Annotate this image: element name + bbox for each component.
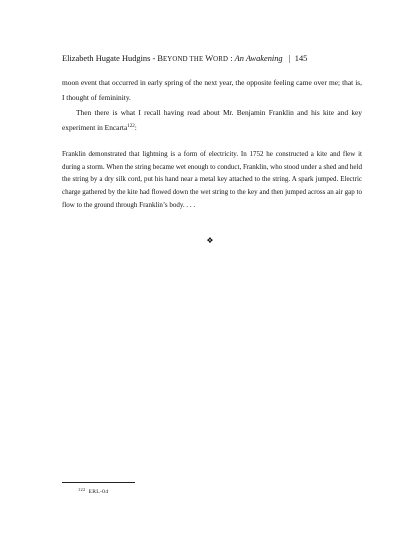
running-header (62, 54, 307, 63)
page-number: 145 (294, 54, 308, 63)
header-title: BEYOND THE WORD (157, 54, 229, 63)
footnote-ref: 122 (127, 123, 135, 129)
footnote (78, 489, 108, 495)
footnote-number: 122 (78, 487, 86, 492)
header-author: Elizabeth Hugate Hudgins - (62, 54, 156, 63)
footnote-text: ERL-04 (88, 489, 109, 495)
header-page-separator: | (282, 54, 295, 63)
block-quote: Franklin demonstrated that lightning is a form of electricity. In 1752 he constructed a kite and flew it during a storm. When the string became wet enough to conduct, Franklin, who stood under a shed and held the string by a dry silk cord, put his hand near a metal key attached to the string. A spark jumped. Electric charge gathered by the kite had flowed down the wet string to the key and then jumped across an air gap to flow to the ground through Franklin’s body. . . . (62, 150, 362, 209)
section-ornament-icon: ❖ (206, 236, 214, 245)
footnote-divider (62, 482, 135, 483)
paragraph-1: moon event that occurred in early spring of the next year, the opposite feeling came over me; that is, I thought of femininity. (62, 78, 362, 102)
header-separator: : (228, 54, 235, 63)
paragraph-2-text: Then there is what I recall having read about Mr. Benjamin Franklin and his kite and key experiment in Encarta (62, 108, 362, 132)
paragraph-2 (62, 106, 362, 135)
header-subtitle: An Awakening (234, 54, 283, 63)
paragraph-2-end: : (134, 122, 137, 132)
